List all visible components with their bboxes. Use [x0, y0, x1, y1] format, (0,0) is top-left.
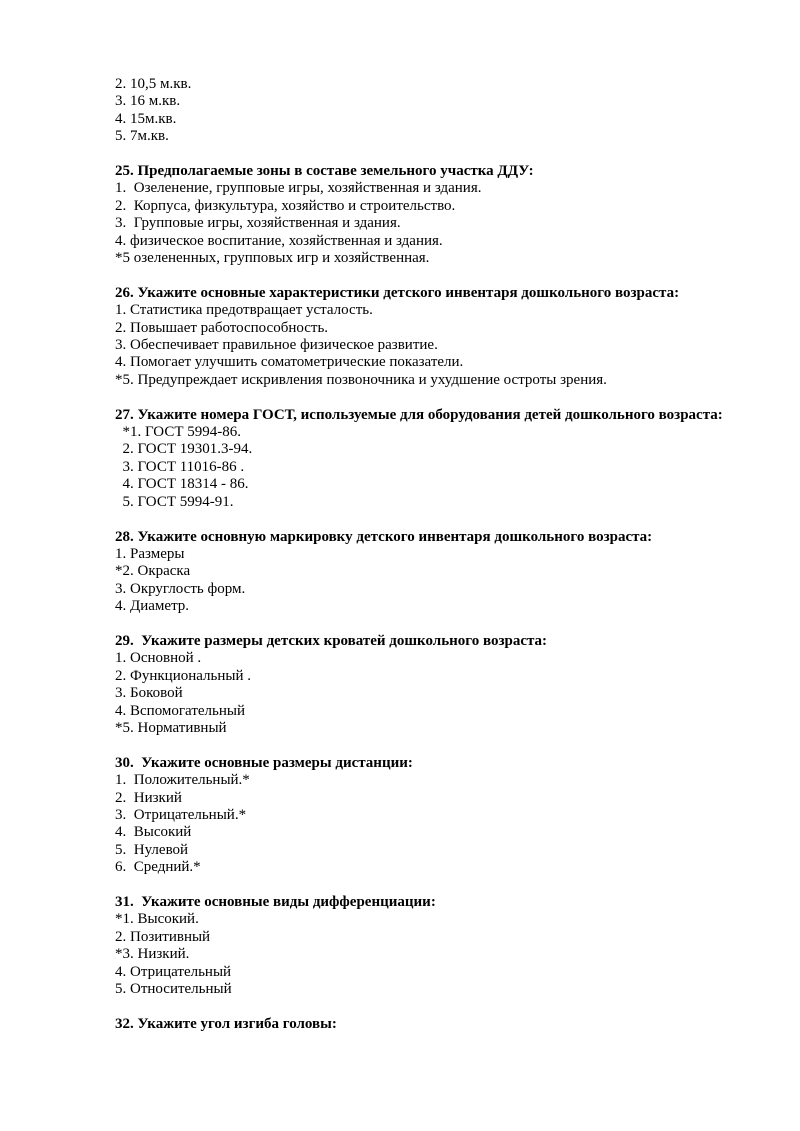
option-line: 4. Высокий	[115, 824, 192, 841]
option-line: 4. Вспомогательный	[115, 702, 245, 719]
question-title: 32. Укажите угол изгиба головы:	[115, 1015, 337, 1032]
option-line: 3. Групповые игры, хозяйственная и здания.	[115, 215, 401, 232]
question-30	[115, 755, 743, 877]
document-body	[115, 76, 743, 1033]
option-line: 5. Нулевой	[115, 841, 189, 858]
question-32	[115, 1016, 743, 1033]
option-line: 5. 7м.кв.	[115, 128, 169, 145]
option-line: 4. физическое воспитание, хозяйственная и здания.	[115, 232, 443, 249]
question-25	[115, 163, 743, 267]
option-line: 1. Положительный.*	[115, 772, 250, 789]
option-line: 3. Боковой	[115, 685, 183, 702]
option-line: 4. Помогает улучшить соматометрические показатели.	[115, 354, 464, 371]
option-line: 3. 16 м.кв.	[115, 93, 181, 110]
question-28	[115, 529, 743, 616]
option-line: 3. Обеспечивает правильное физическое развитие.	[115, 337, 438, 354]
question-title: 25. Предполагаемые зоны в составе земельного участка ДДУ:	[115, 163, 534, 180]
option-line: 2. Повышает работоспособность.	[115, 319, 329, 336]
option-line: 4. Отрицательный	[115, 963, 232, 980]
question-title: 28. Укажите основную маркировку детского инвентаря дошкольного возраста:	[115, 528, 653, 545]
question-27	[115, 407, 743, 511]
option-line: 2. ГОСТ 19301.3-94.	[115, 441, 253, 458]
option-line: 4. Диаметр.	[115, 598, 190, 615]
option-line: 1. Размеры	[115, 545, 185, 562]
question-title: 31. Укажите основные виды дифференциации:	[115, 893, 436, 910]
question-title: 30. Укажите основные размеры дистанции:	[115, 754, 413, 771]
question-26	[115, 285, 743, 389]
option-line: 2. Позитивный	[115, 928, 211, 945]
option-line: 2. Низкий	[115, 789, 182, 806]
question-29	[115, 633, 743, 737]
question-title: 29. Укажите размеры детских кроватей дошкольного возраста:	[115, 632, 548, 649]
option-line: 5. ГОСТ 5994-91.	[115, 493, 234, 510]
option-line: 2. Функциональный .	[115, 667, 251, 684]
option-line: *5. Предупреждает искривления позвоночника и ухудшение остроты зрения.	[115, 371, 607, 388]
option-line: 6. Средний.*	[115, 859, 201, 876]
option-line: 5. Относительный	[115, 981, 232, 998]
option-line: 4. 15м.кв.	[115, 110, 177, 127]
option-line: *1. Высокий.	[115, 911, 199, 928]
option-line: 4. ГОСТ 18314 - 86.	[115, 476, 249, 493]
option-line: 2. Корпуса, физкультура, хозяйство и строительство.	[115, 197, 456, 214]
option-line: 3. Отрицательный.*	[115, 806, 247, 823]
option-line: 1. Озеленение, групповые игры, хозяйственная и здания.	[115, 180, 482, 197]
option-line: *3. Низкий.	[115, 946, 190, 963]
option-line: 1. Статистика предотвращает усталость.	[115, 302, 373, 319]
question-title: 26. Укажите основные характеристики детского инвентаря дошкольного возраста:	[115, 284, 680, 301]
option-line: 3. Округлость форм.	[115, 580, 246, 597]
option-line: *1. ГОСТ 5994-86.	[115, 424, 241, 441]
option-line: *5. Нормативный	[115, 719, 227, 736]
option-line: 2. 10,5 м.кв.	[115, 76, 192, 92]
option-line: *2. Окраска	[115, 563, 191, 580]
option-line: *5 озелененных, групповых игр и хозяйственная.	[115, 250, 430, 267]
option-line: 3. ГОСТ 11016-86 .	[115, 458, 245, 475]
option-line: 1. Основной .	[115, 650, 202, 667]
question-title: 27. Укажите номера ГОСТ, используемые для оборудования детей дошкольного возраста:	[115, 406, 723, 423]
prev-question-options	[115, 76, 743, 146]
question-31	[115, 894, 743, 998]
